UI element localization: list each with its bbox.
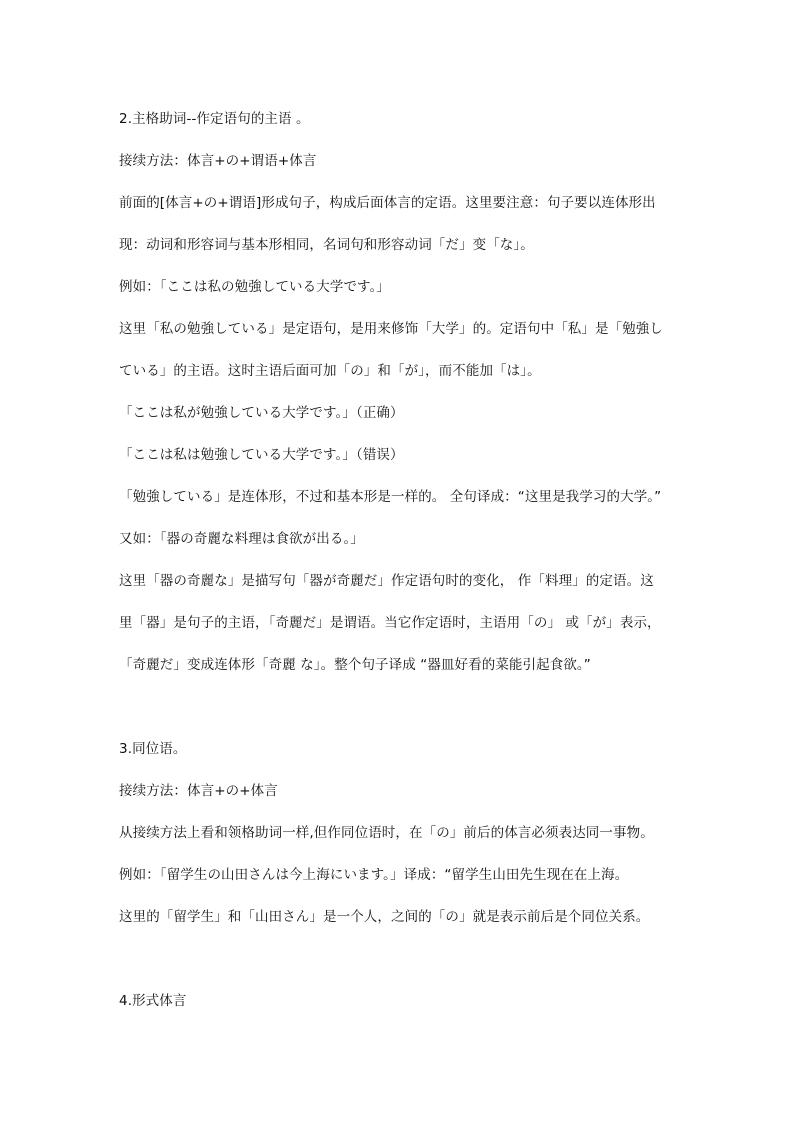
section-2-note-line-3: 这里「器の奇麗な」是描写句「器が奇麗だ」作定语句时的变化， 作「料理」的定语。这 bbox=[119, 573, 654, 589]
section-2-note-line-2: ている」的主语。这时主语后面可加「の」和「が」，而不能加「は」。 bbox=[119, 363, 541, 379]
section-2-example-1: 例如：「ここは私の勉強している大学です。」 bbox=[119, 279, 391, 295]
section-3-heading: 3.同位语。 bbox=[119, 741, 187, 757]
section-2-method: 接续方法：体言+の+谓语+体言 bbox=[119, 153, 317, 169]
section-2-correct-example: 「ここは私が勉強している大学です。」（正确） bbox=[119, 405, 404, 421]
section-2-example-2: 又如：「器の奇麗な料理は食欲が出る。」 bbox=[119, 531, 364, 547]
section-2-explain-line-2: 现：动词和形容词与基本形相同，名词句和形容动词「だ」变「な」。 bbox=[119, 237, 534, 253]
section-3-example: 例如：「留学生の山田さんは今上海にいます。」译成：“留学生山田先生现在在上海。 bbox=[119, 867, 629, 883]
section-2-explain-line-1: 前面的[体言+の+谓语]形成句子，构成后面体言的定语。这里要注意：句子要以连体形出 bbox=[119, 195, 656, 211]
section-2-translation: 「勉強している」是连体形，不过和基本形是一样的。 全句译成：“这里是我学习的大学。” bbox=[119, 489, 662, 505]
section-2-note-line-5: 「奇麗だ」变成连体形「奇麗 な」。整个句子译成 “器皿好看的菜能引起食欲。” bbox=[119, 657, 591, 673]
section-2-note-line-4: 里「器」是句子的主语，「奇麗だ」是谓语。当它作定语时，主语用「の」 或「が」表示， bbox=[119, 615, 661, 631]
section-4-heading: 4.形式体言 bbox=[119, 993, 187, 1009]
section-2-note-line-1: 这里「私の勉強している」是定语句，是用来修饰「大学」的。定语句中「私」是「勉強し bbox=[119, 321, 663, 337]
section-3-method: 接续方法：体言+の+体言 bbox=[119, 783, 278, 799]
section-3-explain: 从接续方法上看和领格助词一样,但作同位语时，在「の」前后的体言必须表达同一事物。 bbox=[119, 825, 654, 841]
section-3-note: 这里的「留学生」和「山田さん」是一个人，之间的「の」就是表示前后是个同位关系。 bbox=[119, 909, 650, 925]
section-2-heading: 2.主格助词--作定语句的主语 。 bbox=[119, 111, 310, 127]
section-2-wrong-example: 「ここは私は勉強している大学です。」（错误） bbox=[119, 447, 404, 463]
